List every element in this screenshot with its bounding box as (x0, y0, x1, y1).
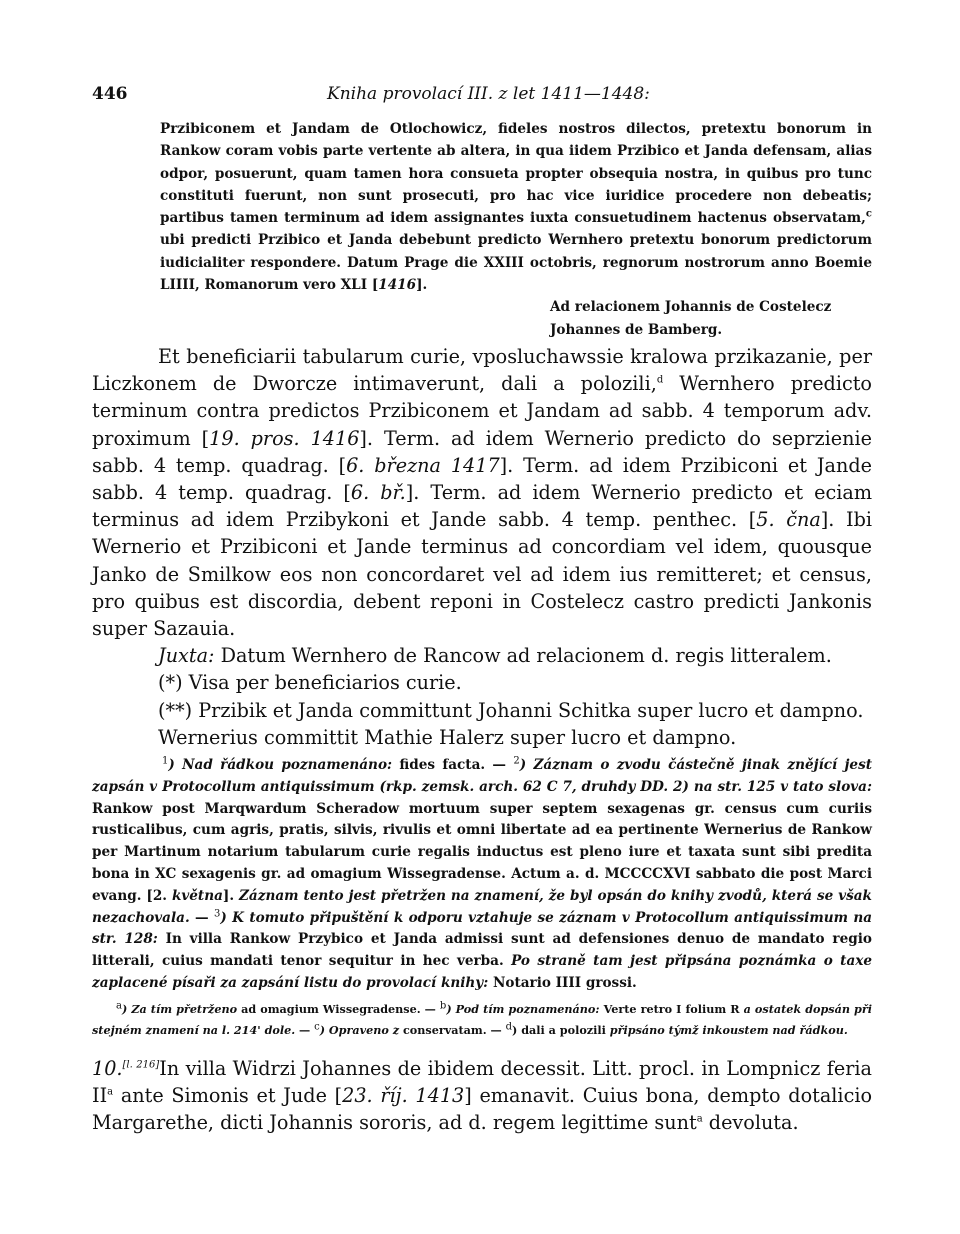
date-annotation: 19. pros. 1416 (209, 426, 360, 450)
entry-number: 10. (92, 1056, 123, 1080)
page-number: 446 (92, 84, 128, 104)
date-annotation: 6. bř. (350, 480, 406, 504)
letter-text: Przibiconem et Jandam de Otlochowicz, fideles nostros dilectos, pretextu bonorum in Rankow coram vobis parte vertente ab altera, in qua iidem Przibico et Janda defensam, alias odpor, posuerunt, quam tamen hora consueta propter obsequia nostra, in quibus pro tunc constituti fuerunt, non sunt prosecuti, pro hac vice iuridice procedere non debeatis; partibus tamen terminum ad idem assignantes iuxta consuetudinem hactenus observatam,$^c$ ubi predicti Przibico et Janda debebunt predicto Wernhero pretextu bonorum predictorum iudicialiter respondere. Datum Prage die XXIII octobris, regnorum nostrorum anno Boemie LIIII, Romanorum vero XLI [1416]. (160, 121, 872, 294)
committit-line: Wernerius committit Mathie Halerz super lucro et dampno. (158, 725, 737, 749)
date-annotation: 1416 (378, 277, 417, 294)
date-annotation: 23. říj. 1413 (342, 1083, 465, 1107)
footnotes-lettered: $^a$) Za tím přetrženo ad omagium Wissegradense. — $^b$) Pod tím poznamenáno: Verte retro I folium R a ostatek dopsán při stejném znamení na l. 214' dole. — $^c$) Opraveno z conservatam. — $^d$) dali a polozili připsáno týmž inkoustem nad řádkou. (92, 1000, 873, 1037)
main-paragraph: Et beneficiarii tabularum curie, vposluchawssie kralowa przikazanie, per Liczkonem de Dworcze intimaverunt, dali a polozili,$^d$ Wernhero predicto terminum contra predictos Przibiconem et Jandam ad sabb. 4 temporum adv. proximum [19. pros. 1416]. Term. ad idem Wernerio predicto do seprzienie sabb. 4 temp. quadrag. [6. března 1417]. Term. ad idem Przibiconi et Jande sabb. 4 temp. quadrag. [6. bř.]. Term. ad idem Wernerio predicto et eciam terminus ad idem Przibykoni et Jande sabb. 4 temp. penthec. [5. čna]. Ibi Wernerio et Przibiconi et Jande terminus ad concordiam vel idem, quousque Janko de Smilkow eos non concordaret vel ad idem ius remitteret; et census, pro quibus est discordia, debent reponi in Costelecz castro predicti Jankonis super Sazauia. (92, 344, 873, 640)
note-mark: d (656, 374, 664, 386)
relacio-line: Ad relacionem Johannis de Costelecz (550, 299, 832, 316)
entry-10: 10.[l. 216]In villa Widrzi Johannes de ibidem decessit. Litt. procl. in Lompnicz feria $II^a$ ante Simonis et Jude [23. říj. 1413] emanavit. Cuius bona, dempto dotalicio Margarethe, dicti Johannis sororis, ad d. regem legittime sunt$^a$ devoluta. (92, 1056, 873, 1135)
running-title: Kniha provolací III. z let 1411—1448: (327, 84, 650, 104)
signatory-line: Johannes de Bamberg. (550, 321, 723, 338)
note-mark: c (865, 208, 872, 220)
note-mark: a (696, 1113, 703, 1125)
page (92, 84, 872, 1136)
date-annotation: 6. března 1417 (346, 453, 500, 477)
page-header (92, 84, 872, 114)
date-annotation: 5. čna (756, 508, 821, 532)
footnotes-numbered: $^1$) Nad řádkou poznamenáno: fides facta. — $^2$) Záznam o zvodu částečně jinak znějící jest zapsán v Protocollum antiquissimum (rkp. zemsk. arch. 62 C 7, druhdy DD. 2) na str. 125 v tato slova: Rankow post Marqwardum Scheradow mortuum super septem sexagenas gr. census cum curiis rusticalibus, cum agris, pratis, silvis, rivulis et omni libertate ad ea pertinente Wernerius de Rankow per Martinum notarium tabularum curie regalis inductus est pleno iure et taxata sunt sibi predita bona in XC sexagenis gr. ad omagium Wissegradense. Actum a. d. MCCCCXVI sabbato die post Marci evang. [2. května]. Záznam tento jest přetržen na znamení, že byl opsán do knihy zvodů, která se však nezachovala. — $^3$) K tomuto připuštění k odporu vztahuje se záznam v Protocollum antiquissimum na str. 128: In villa Rankow Przybico et Janda admissi sunt ad defensiones denuo de mandato regio litterali, cuius mandati tenor sequitur in hec verba. Po straně tam jest připsána poznámka o taxe zaplacené písaři za zapsání listu do provolací knihy: Notario IIII grossi. (92, 755, 873, 991)
juxta-line: Juxta: Datum Wernhero de Rancow ad relacionem d. regis litteralem. (158, 644, 832, 668)
visa-line: (*) Visa per beneficiarios curie. (158, 671, 462, 695)
folio-ref: [l. 216] (122, 1059, 160, 1071)
committunt-line: (**) Przibik et Janda committunt Johanni Schitka super lucro et dampno. (158, 698, 864, 722)
